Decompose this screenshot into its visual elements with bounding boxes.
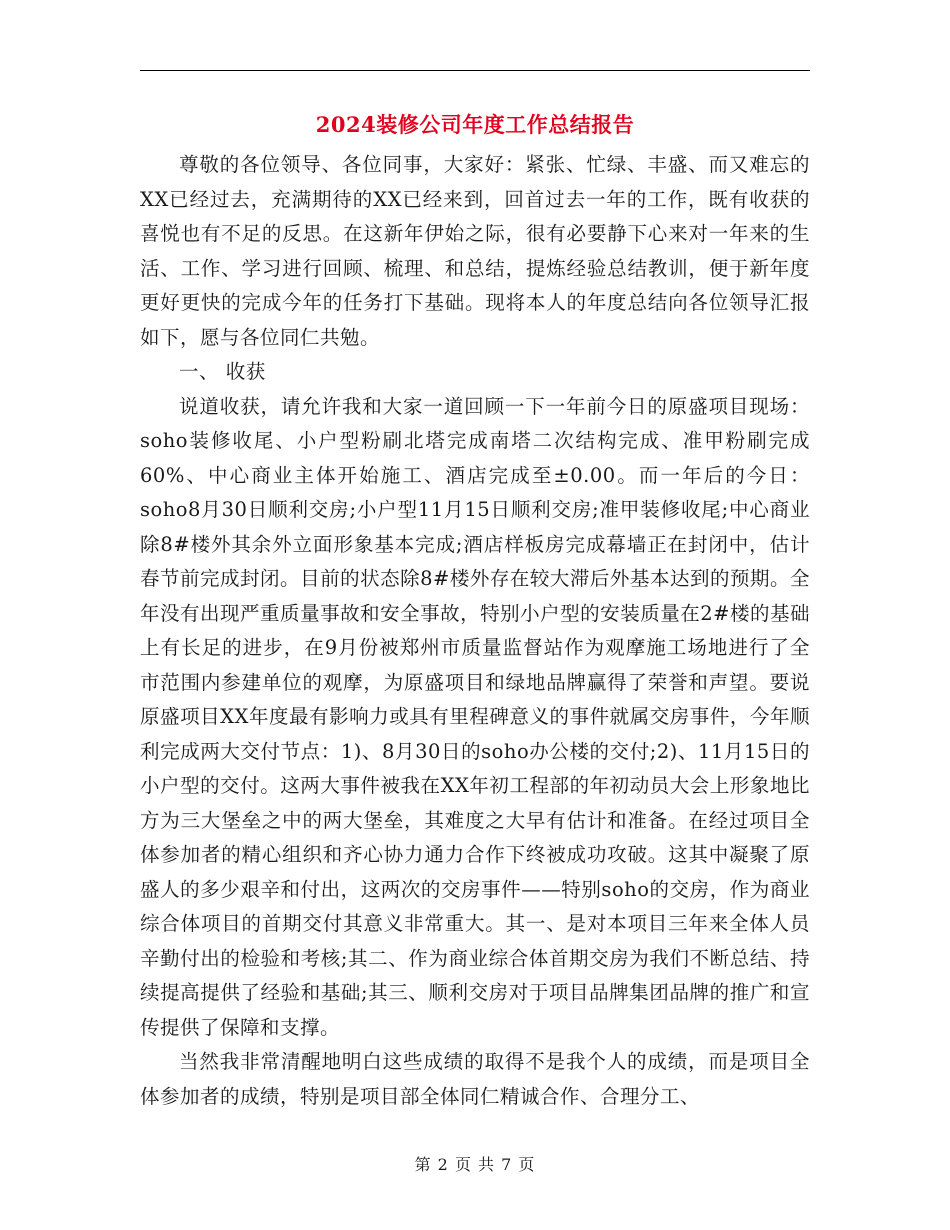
document-title: 2024装修公司年度工作总结报告 bbox=[315, 112, 635, 137]
section-heading-harvest: 一、 收获 bbox=[179, 360, 266, 383]
document-body bbox=[140, 148, 810, 1114]
page-number-footer: 第 2 页 共 7 页 bbox=[414, 1155, 536, 1174]
paragraph-harvest: 说道收获，请允许我和大家一道回顾一下一年前今日的原盛项目现场：soho装修收尾、小户型粉刷北塔完成南塔二次结构完成、准甲粉刷完成60%、中心商业主体开始施工、酒店完成至±0.00。而一年后的今日：soho8月30日顺利交房;小户型11月15日顺利交房;准甲装修收尾;中心商业除8#楼外其余外立面形象基本完成;酒店样板房完成幕墙正在封闭中，估计春节前完成封闭。目前的状态除8#楼外存在较大滞后外基本达到的预期。全年没有出现严重质量事故和安全事故，特别小户型的安装质量在2#楼的基础上有长足的进步，在9月份被郑州市质量监督站作为观摩施工场地进行了全市范围内参建单位的观摩，为原盛项目和绿地品牌赢得了荣誉和声望。要说原盛项目XX年度最有影响力或具有里程碑意义的事件就属交房事件，今年顺利完成两大交付节点：1)、8月30日的soho办公楼的交付;2)、11月15日的小户型的交付。这两大事件被我在XX年初工程部的年初动员大会上形象地比方为三大堡垒之中的两大堡垒，其难度之大早有估计和准备。在经过项目全体参加者的精心组织和齐心协力通力合作下终被成功攻破。这其中凝聚了原盛人的多少艰辛和付出，这两次的交房事件——特别soho的交房，作为商业综合体项目的首期交付其意义非常重大。其一、是对本项目三年来全体人员辛勤付出的检验和考核;其二、作为商业综合体首期交房为我们不断总结、持续提高提供了经验和基础;其三、顺利交房对于项目品牌集团品牌的推广和宣传提供了保障和支撑。 bbox=[140, 394, 810, 1039]
header-rule bbox=[140, 70, 810, 71]
paragraph-greeting: 尊敬的各位领导、各位同事，大家好：紧张、忙绿、丰盛、而又难忘的XX已经过去，充满期待的XX已经来到，回首过去一年的工作，既有收获的喜悦也有不足的反思。在这新年伊始之际，很有必要静下心来对一年来的生活、工作、学习进行回顾、梳理、和总结，提炼经验总结教训，便于新年度更好更快的完成今年的任务打下基础。现将本人的年度总结向各位领导汇报如下，愿与各位同仁共勉。 bbox=[140, 153, 810, 349]
paragraph-acknowledgement: 当然我非常清醒地明白这些成绩的取得不是我个人的成绩，而是项目全体参加者的成绩，特别是项目部全体同仁精诚合作、合理分工、 bbox=[140, 1050, 810, 1108]
